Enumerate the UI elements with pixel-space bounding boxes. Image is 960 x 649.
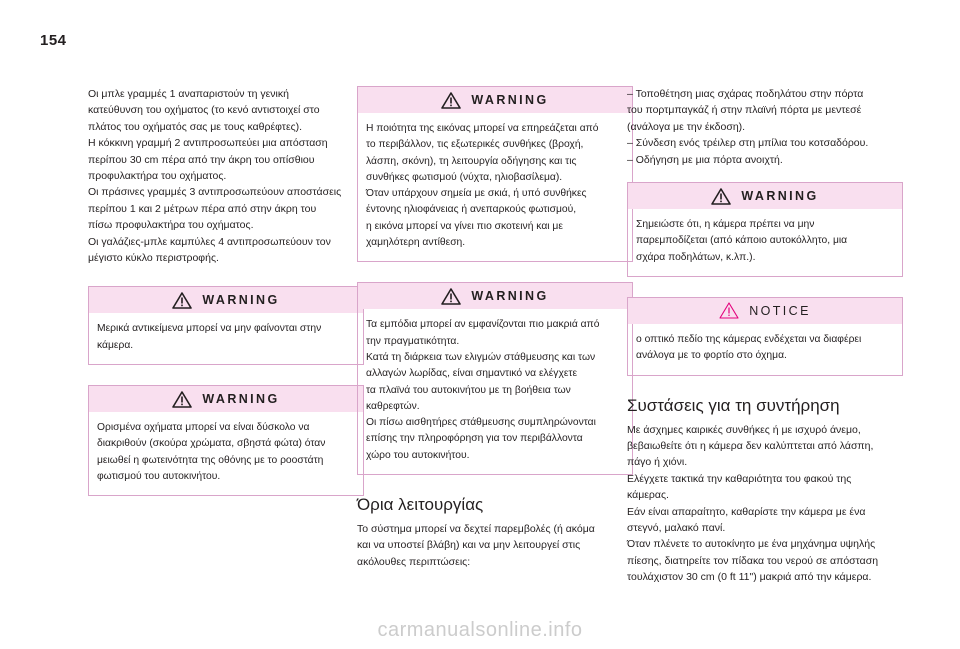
column-3 [627,86,903,586]
notice-triangle-icon [719,302,739,319]
column-1 [88,86,364,516]
warning-body: Τα εμπόδια μπορεί αν εμφανίζονται πιο μακριά από την πραγματικότητα. Κατά τη διάρκεια των ελιγμών στάθμευσης και των αλλαγών λωρίδας, είναι σημαντικό να ελέγχετε τα πλαϊνά του αυτοκινήτου με τη βοήθεια των καθρεφτών. Οι πίσω αισθητήρες στάθμευσης συμπληρώνονται επίσης την πληροφόρηση για τον περιβάλλοντα χώρο του αυτοκινήτου. [366,319,600,461]
page-number: 154 [40,32,67,49]
interference-cases-list: – Τοποθέτηση μιας σχάρας ποδηλάτου στην πόρτα του πορτμπαγκάζ ή στην πλαϊνή πόρτα με μεντεσέ (ανάλογα με την έκδοση). – Σύνδεση ενός τρέιλερ στη μπίλια του κοτσαδόρου. – Οδήγηση με μια πόρτα ανοιχτή. [627,88,869,166]
warning-header [89,386,363,412]
warning-title: WARNING [471,93,549,107]
warning-body: Σημειώστε ότι, η κάμερα πρέπει να μην παρεμποδίζεται (από κάποιο αυτοκόλλητο, μια σχάρα ποδηλάτων, κ.λπ.). [636,219,848,263]
notice-header [628,298,902,324]
warning-triangle-icon [172,391,192,408]
maintenance-heading: Συστάσεις για τη συντήρηση [627,395,840,415]
warning-body: Μερικά αντικείμενα μπορεί να μην φαίνονται στην κάμερα. [97,323,322,351]
column-2 [357,86,633,570]
warning-header [89,287,363,313]
warning-body: Η ποιότητα της εικόνας μπορεί να επηρεάζεται από το περιβάλλον, τις εξωτερικές συνθήκες (βροχή, λάσπη, σκόνη), τη λειτουργία οδήγησης και τις συνθήκες φωτισμού (νύχτα, ηλιοβασίλεμα). Όταν υπάρχουν σημεία με σκιά, ή υπό συνθήκες έντονης ηλιοφάνειας ή ανεπαρκούς φωτισμού, η εικόνα μπορεί να γίνει πιο σκοτεινή και με χαμηλότερη αντίθεση. [366,123,599,249]
warning-box-obstacles [357,282,633,475]
warning-header [628,183,902,209]
warning-body: Ορισμένα οχήματα μπορεί να είναι δύσκολο να διακριθούν (σκούρα χρώματα, σβηστά φώτα) όταν μειωθεί η φωτεινότητα της οθόνης με το ροοστάτη φωτισμού του αυτοκινήτου. [97,422,326,482]
warning-title: WARNING [202,392,280,407]
operating-limits-text: Το σύστημα μπορεί να δεχτεί παρεμβολές (ή ακόμα και να υποστεί βλάβη) και να μην λειτουργεί στις ακόλουθες περιπτώσεις: [357,523,595,568]
warning-header [358,283,632,309]
warning-triangle-icon [711,188,731,205]
guide-lines-description: Οι μπλε γραμμές 1 αναπαριστούν τη γενική κατεύθυνση του οχήματος (το κενό αντιστοιχεί στο πλάτος του οχήματός σας με τους καθρέφτες). Η κόκκινη γραμμή 2 αντιπροσωπεύει μια απόσταση περίπου 30 cm πέρα από την άκρη του οπίσθιου προφυλακτήρα του οχήματος. Οι πράσινες γραμμές 3 αντιπροσωπεύουν αποστάσεις περίπου 1 και 2 μέτρων πέρα από στην άκρη του πίσω προφυλακτήρα του οχήματος. Οι γαλάζιες-μπλε καμπύλες 4 αντιπροσωπεύουν τον μέγιστο κύκλο περιστροφής. [88,88,342,265]
warning-header [358,87,632,113]
maintenance-text: Με άσχημες καιρικές συνθήκες ή με ισχυρό άνεμο, βεβαιωθείτε ότι η κάμερα δεν καλύπτεται από λάσπη, πάγο ή χιόνι. Ελέγχετε τακτικά την καθαριότητα του φακού της κάμερας. Εάν είναι απαραίτητο, καθαρίστε την κάμερα με ένα στεγνό, μαλακό πανί. Όταν πλένετε το αυτοκίνητο με ένα μηχάνημα υψηλής πίεσης, διατηρείτε τον πίδακα του νερού σε απόσταση τουλάχιστον 30 cm (0 ft 11") μακριά από την κάμερα. [627,423,879,584]
warning-title: WARNING [202,293,280,308]
warning-box-camera-obstruction [627,182,903,277]
notice-box-field-of-view [627,297,903,376]
warning-title: WARNING [741,189,819,204]
warning-triangle-icon [172,292,192,309]
warning-box-objects [88,286,364,365]
warning-box-image-quality [357,86,633,262]
notice-title: NOTICE [749,303,811,318]
warning-box-dark-vehicles [88,385,364,496]
warning-triangle-icon [441,288,461,305]
warning-title: WARNING [471,289,549,304]
watermark: carmanualsonline.info [377,619,583,641]
notice-body: ο οπτικό πεδίο της κάμερας ενδέχεται να διαφέρει ανάλογα με το φορτίο στο όχημα. [636,333,862,362]
operating-limits-heading: Όρια λειτουργίας [357,495,484,515]
warning-triangle-icon [441,92,461,109]
